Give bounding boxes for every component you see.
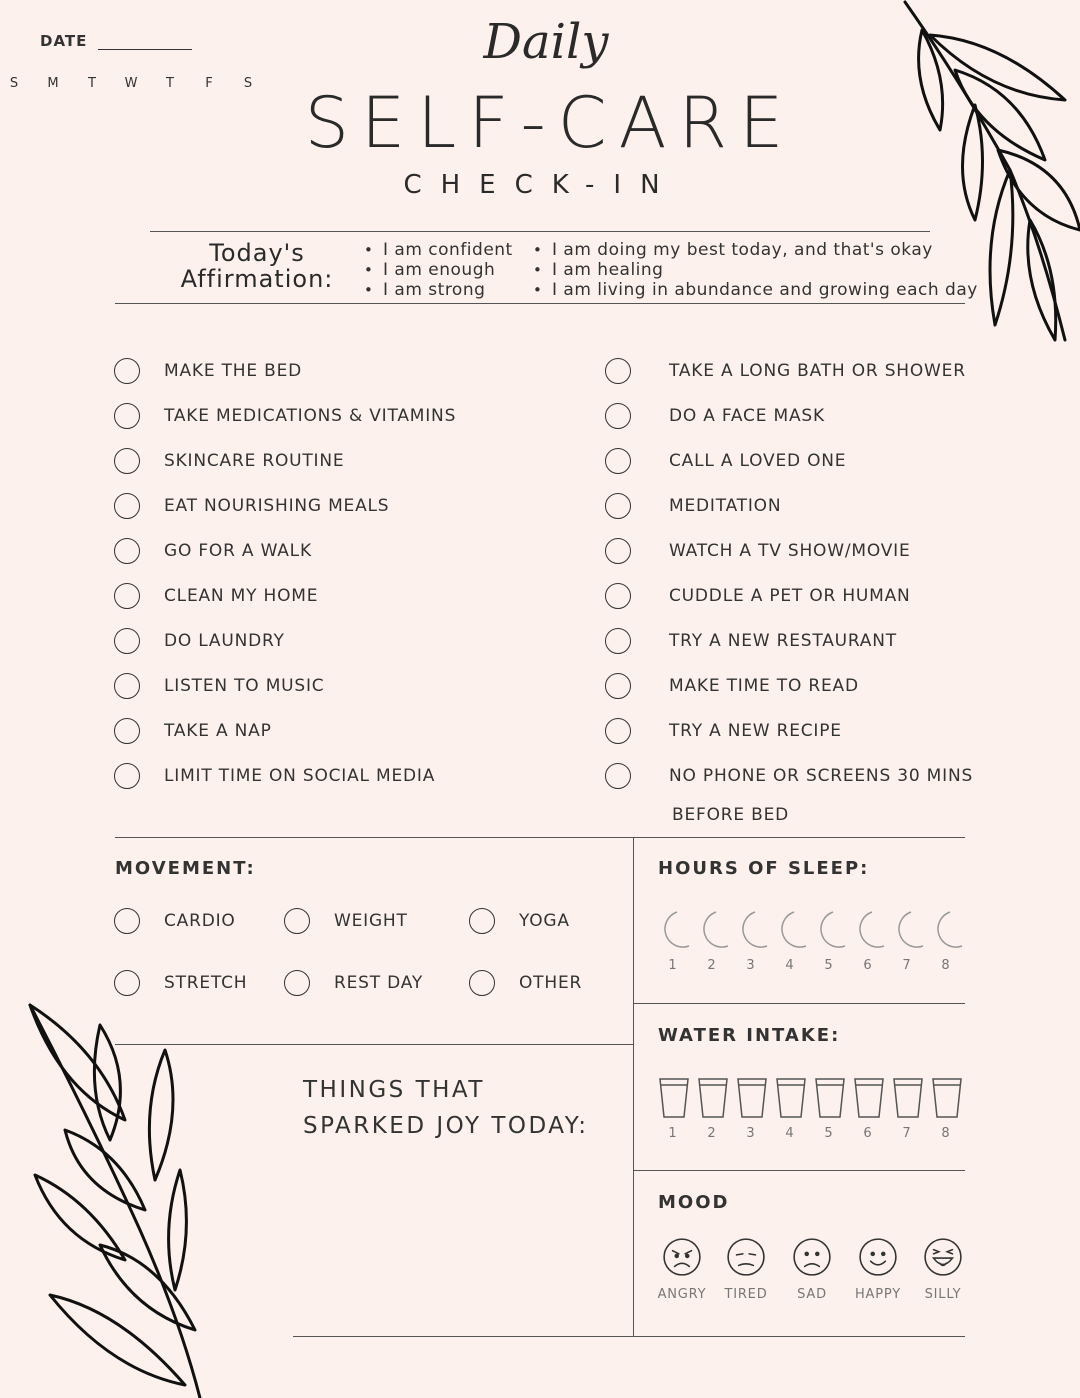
task-item-right[interactable] (605, 446, 846, 476)
task-label: GO FOR A WALK (164, 541, 312, 561)
sad-face-icon (792, 1237, 832, 1277)
task-label: OTHER (519, 973, 583, 993)
checkbox-circle[interactable] (605, 493, 631, 519)
task-item-left[interactable] (114, 581, 318, 611)
task-item-left[interactable] (114, 401, 456, 431)
mood-option-happy[interactable] (845, 1237, 911, 1302)
weekday-monday[interactable]: M (47, 76, 59, 91)
task-item-right[interactable] (605, 356, 966, 386)
checkbox-circle[interactable] (114, 718, 140, 744)
task-item-right[interactable] (605, 716, 842, 746)
crescent-moon-icon[interactable] (811, 910, 847, 950)
task-label: TAKE A LONG BATH OR SHOWER (669, 361, 966, 381)
task-label: WEIGHT (334, 911, 408, 931)
task-label: LISTEN TO MUSIC (164, 676, 325, 696)
task-label: CUDDLE A PET OR HUMAN (669, 586, 911, 606)
checkbox-circle[interactable] (114, 493, 140, 519)
affirmation-item: • I am living in abundance and growing each day (533, 280, 978, 300)
crescent-moon-icon[interactable] (655, 910, 691, 950)
water-glass-icon[interactable] (773, 1076, 809, 1120)
weekday-thursday[interactable]: T (166, 76, 174, 91)
water-glass-icon[interactable] (812, 1076, 848, 1120)
task-label-continuation: BEFORE BED (672, 805, 790, 825)
checkbox-circle[interactable] (605, 403, 631, 429)
task-item-left[interactable] (114, 671, 324, 701)
task-item-left[interactable] (114, 446, 344, 476)
water-title: WATER INTAKE: (658, 1025, 841, 1046)
affirmation-item: • I am strong (364, 280, 513, 300)
water-number: 7 (902, 1126, 911, 1141)
mood-option-tired[interactable] (713, 1237, 779, 1302)
mood-label: ANGRY (657, 1287, 707, 1302)
checkbox-circle[interactable] (114, 403, 140, 429)
checkbox-circle[interactable] (284, 908, 310, 934)
checkbox-circle[interactable] (114, 538, 140, 564)
water-glass-icon[interactable] (695, 1076, 731, 1120)
weekday-tuesday[interactable]: T (88, 76, 96, 91)
task-item-movement[interactable] (114, 968, 247, 998)
mood-label: HAPPY (854, 1287, 901, 1302)
checkbox-circle[interactable] (605, 673, 631, 699)
water-number: 1 (668, 1126, 677, 1141)
task-label: STRETCH (164, 973, 248, 993)
water-glass-icon[interactable] (656, 1076, 692, 1120)
tired-face-icon (726, 1237, 766, 1277)
affirmation-title: Today's Affirmation: (180, 239, 334, 293)
task-item-right[interactable] (605, 671, 859, 701)
crescent-moon-icon[interactable] (850, 910, 886, 950)
task-label: DO A FACE MASK (669, 406, 825, 426)
water-bottom-divider (633, 1170, 965, 1171)
mood-option-silly[interactable] (910, 1237, 976, 1302)
sleep-number: 6 (863, 958, 872, 973)
task-label: YOGA (519, 911, 570, 931)
movement-bottom-divider (115, 1044, 633, 1045)
silly-face-icon (923, 1237, 963, 1277)
checkbox-circle[interactable] (114, 583, 140, 609)
water-number: 4 (785, 1126, 794, 1141)
task-label: SKINCARE ROUTINE (164, 451, 345, 471)
task-label: CARDIO (164, 911, 236, 931)
checkbox-circle[interactable] (284, 970, 310, 996)
leaf-branch-bottom-left-icon (20, 1000, 220, 1398)
task-label: WATCH A TV SHOW/MOVIE (669, 541, 911, 561)
daily-script-title: Daily (483, 14, 609, 70)
date-label: DATE (40, 32, 88, 50)
water-number: 6 (863, 1126, 872, 1141)
checkbox-circle[interactable] (605, 448, 631, 474)
checkbox-circle[interactable] (114, 358, 140, 384)
task-label: MEDITATION (669, 496, 782, 516)
task-item-movement[interactable] (469, 906, 570, 936)
mood-title: MOOD (658, 1192, 730, 1213)
checkbox-circle[interactable] (605, 628, 631, 654)
checkbox-circle[interactable] (114, 763, 140, 789)
water-glass-icon[interactable] (929, 1076, 965, 1120)
task-label: MAKE TIME TO READ (669, 676, 859, 696)
water-number: 3 (746, 1126, 755, 1141)
weekday-sunday[interactable]: S (9, 76, 19, 91)
weekday-friday[interactable]: F (205, 76, 213, 91)
affirmation-list-right (533, 240, 978, 300)
sleep-number: 5 (824, 958, 833, 973)
task-item-right[interactable] (605, 401, 825, 431)
checkbox-circle[interactable] (114, 673, 140, 699)
water-glass-icon[interactable] (851, 1076, 887, 1120)
task-label: DO LAUNDRY (164, 631, 285, 651)
joy-prompt: THINGS THAT SPARKED JOY TODAY: (303, 1077, 589, 1139)
task-item-right[interactable] (605, 761, 973, 791)
affirmation-item: • I am enough (364, 260, 513, 280)
task-label: LIMIT TIME ON SOCIAL MEDIA (164, 766, 436, 786)
affirmation-top-divider (150, 231, 930, 232)
mood-label: SAD (797, 1287, 827, 1302)
crescent-moon-icon[interactable] (772, 910, 808, 950)
sleep-numbers (653, 958, 965, 973)
task-item-right[interactable] (605, 536, 911, 566)
sleep-number: 2 (707, 958, 716, 973)
checkbox-circle[interactable] (605, 538, 631, 564)
water-number: 8 (941, 1126, 950, 1141)
crescent-moon-icon[interactable] (889, 910, 925, 950)
checkbox-circle[interactable] (114, 628, 140, 654)
affirmation-item: • I am doing my best today, and that's okay (533, 240, 978, 260)
weekday-wednesday[interactable]: W (124, 76, 138, 91)
affirmation-bottom-divider (115, 303, 965, 304)
section-vertical-divider (633, 837, 634, 1337)
task-item-movement[interactable] (284, 968, 423, 998)
task-label: CALL A LOVED ONE (669, 451, 847, 471)
page-title: SELF-CARE (304, 82, 796, 164)
task-label: EAT NOURISHING MEALS (164, 496, 390, 516)
task-item-left[interactable] (114, 356, 302, 386)
task-item-movement[interactable] (284, 906, 408, 936)
sleep-number: 3 (746, 958, 755, 973)
affirmation-item: • I am confident (364, 240, 513, 260)
task-label: MAKE THE BED (164, 361, 302, 381)
angry-face-icon (662, 1237, 702, 1277)
affirmation-item: • I am healing (533, 260, 978, 280)
task-item-left[interactable] (114, 536, 312, 566)
mood-option-sad[interactable] (779, 1237, 845, 1302)
task-item-left[interactable] (114, 761, 435, 791)
sleep-number: 4 (785, 958, 794, 973)
water-glass-icon[interactable] (734, 1076, 770, 1120)
task-item-movement[interactable] (469, 968, 582, 998)
checkbox-circle[interactable] (605, 358, 631, 384)
task-item-left[interactable] (114, 491, 389, 521)
task-label: TRY A NEW RECIPE (669, 721, 842, 741)
checkbox-circle[interactable] (114, 970, 140, 996)
sleep-tracker (655, 910, 967, 950)
checkbox-circle[interactable] (605, 718, 631, 744)
task-label: TAKE MEDICATIONS & VITAMINS (164, 406, 457, 426)
page-subtitle: CHECK-IN (403, 170, 679, 200)
task-item-movement[interactable] (114, 906, 236, 936)
water-glass-icon[interactable] (890, 1076, 926, 1120)
task-item-right[interactable] (605, 626, 897, 656)
sleep-number: 1 (668, 958, 677, 973)
mood-label: SILLY (924, 1287, 962, 1302)
checkbox-circle[interactable] (114, 448, 140, 474)
task-label: REST DAY (334, 973, 424, 993)
page-bottom-divider (293, 1336, 965, 1337)
task-item-right[interactable] (605, 491, 781, 521)
water-numbers (653, 1126, 965, 1141)
section-divider-top (115, 837, 965, 838)
weekday-saturday[interactable]: S (243, 76, 253, 91)
checkbox-circle[interactable] (605, 763, 631, 789)
sleep-title: HOURS OF SLEEP: (658, 858, 870, 879)
water-number: 5 (824, 1126, 833, 1141)
affirmation-list-left (364, 240, 513, 300)
task-item-left[interactable] (114, 716, 272, 746)
sleep-number: 8 (941, 958, 950, 973)
task-label: CLEAN MY HOME (164, 586, 319, 606)
happy-face-icon (858, 1237, 898, 1277)
crescent-moon-icon[interactable] (733, 910, 769, 950)
crescent-moon-icon[interactable] (928, 910, 964, 950)
checkbox-circle[interactable] (469, 908, 495, 934)
water-number: 2 (707, 1126, 716, 1141)
water-tracker (656, 1076, 968, 1120)
task-label: TRY A NEW RESTAURANT (669, 631, 897, 651)
task-label: TAKE A NAP (164, 721, 272, 741)
crescent-moon-icon[interactable] (694, 910, 730, 950)
checkbox-circle[interactable] (469, 970, 495, 996)
mood-label: TIRED (724, 1287, 768, 1302)
checkbox-circle[interactable] (114, 908, 140, 934)
sleep-bottom-divider (633, 1003, 965, 1004)
sleep-number: 7 (902, 958, 911, 973)
task-label: NO PHONE OR SCREENS 30 MINS (669, 766, 974, 786)
movement-title: MOVEMENT: (115, 858, 256, 879)
task-item-right[interactable] (605, 581, 911, 611)
checkbox-circle[interactable] (605, 583, 631, 609)
mood-option-angry[interactable] (649, 1237, 715, 1302)
task-item-left[interactable] (114, 626, 285, 656)
